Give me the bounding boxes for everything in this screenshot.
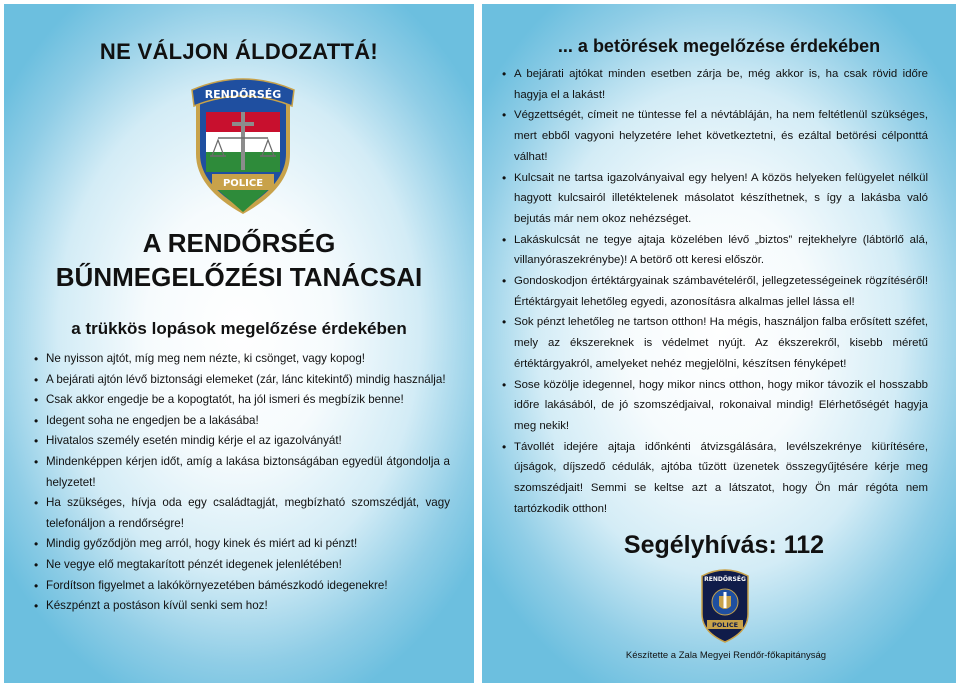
list-item: • Sose közölje idegennel, hogy mikor nincs otthon, hogy mikor távozik el hosszabb időre lakásából, de jó szomszédjaival, rokonaival mindig! Elérhetőségét hagyja meg nekik!: [502, 375, 928, 437]
main-title-line-1: A RENDŐRSÉG: [142, 228, 336, 258]
list-item: • A bejárati ajtón lévő biztonsági elemeket (zár, lánc kitekintő) mindig használja!: [34, 370, 450, 391]
list-item: • Végzettségét, címeit ne tüntesse fel a névtábláján, ha nem feltétlenül szükséges, mert ebből vagyoni helyzetére lehet következtetni, és ezáltal betörési célponttá válhat!: [502, 105, 928, 167]
right-page-title: ... a betörések megelőzése érdekében: [557, 36, 881, 56]
left-page-title: NE VÁLJON ÁLDOZATTÁ!: [99, 39, 379, 64]
main-title-line-2: BŰNMEGELŐZÉSI TANÁCSAI: [55, 262, 423, 292]
credit-line: Készítette a Zala Megyei Rendőr-főkapitányság: [625, 650, 827, 661]
zala-police-badge-icon: [698, 566, 752, 644]
svg-text:RENDŐRSÉG: RENDŐRSÉG: [204, 88, 282, 101]
list-item: • Ne nyisson ajtót, míg meg nem nézte, ki csönget, vagy kopog!: [34, 349, 450, 370]
main-title: [4, 226, 474, 294]
list-item: • Készpénzt a postáson kívül senki sem hoz!: [34, 596, 450, 617]
list-item: • Fordítson figyelmet a lakókörnyezetében bámészkodó idegenekre!: [34, 576, 450, 597]
list-item: • Csak akkor engedje be a kopogtatót, ha jól ismeri és megbízik benne!: [34, 390, 450, 411]
burglary-tips-list: [502, 64, 928, 519]
list-item: • Mindenképpen kérjen időt, amíg a lakása biztonságában egyedül átgondolja a helyzetet!: [34, 452, 450, 493]
list-item: • Ne vegye elő megtakarított pénzét idegenek jelenlétében!: [34, 555, 450, 576]
list-item: • Idegent soha ne engedjen be a lakásába!: [34, 411, 450, 432]
list-item: • Ha szükséges, hívja oda egy családtagját, megbízható szomszédját, vagy telefonáljon a rendőrségre!: [34, 493, 450, 534]
left-subtitle: a trükkös lopások megelőzése érdekében: [71, 319, 407, 338]
theft-tips-list: [34, 349, 450, 617]
svg-text:POLICE: POLICE: [711, 621, 739, 629]
svg-text:RENDŐRSÉG: RENDŐRSÉG: [704, 576, 746, 583]
list-item: • Gondoskodjon értéktárgyainak számbavételéről, jellegzetességeinek rögzítéséről! Értéktárgyait lehetőleg egyedi, azonosításra alkalmas jellel lássa el!: [502, 271, 928, 312]
list-item: • Lakáskulcsát ne tegye ajtaja közelében lévő „biztos” rejtekhelyre (lábtörlő alá, villanyóraszekrénybe)! A betörő ott keresi először.: [502, 230, 928, 271]
svg-text:POLICE: POLICE: [222, 178, 264, 189]
police-badge-icon: [188, 76, 298, 216]
left-page: [4, 4, 474, 683]
list-item: • Sok pénzt lehetőleg ne tartson otthon! Ha mégis, használjon falba erősített széfet, mely az ékszereknek is védelmet nyújt. Az ékszerekről, kisebb méretű értéktárgyakról, amelyeket nehéz megjelölni, készítsen fényképet!: [502, 312, 928, 374]
list-item: • A bejárati ajtókat minden esetben zárja be, még akkor is, ha csak rövid időre hagyja el a lakást!: [502, 64, 928, 105]
list-item: • Távollét idejére ajtaja időnkénti átvizsgálására, levélszekrénye kiürítésére, újságok, díjszedő cédulák, ajtóba tűzött üzenetek összegyűjtésére kérje meg szomszédjait! Semmi se keltse azt a látszatot, hogy Ön már régóta nem tartózkodik otthon!: [502, 437, 928, 520]
right-page: [482, 4, 956, 683]
list-item: • Hivatalos személy esetén mindig kérje el az igazolványát!: [34, 431, 450, 452]
list-item: • Mindig győződjön meg arról, hogy kinek és miért ad ki pénzt!: [34, 534, 450, 555]
emergency-hotline: Segélyhívás: 112: [623, 531, 825, 559]
list-item: • Kulcsait ne tartsa igazolványaival egy helyen! A közös helyeken felügyelet nélkül hagyott kulcsairól illetéktelenek másolatot készíthetnek, s így a lakásba való bejutás már nem okoz nehézséget.: [502, 168, 928, 230]
